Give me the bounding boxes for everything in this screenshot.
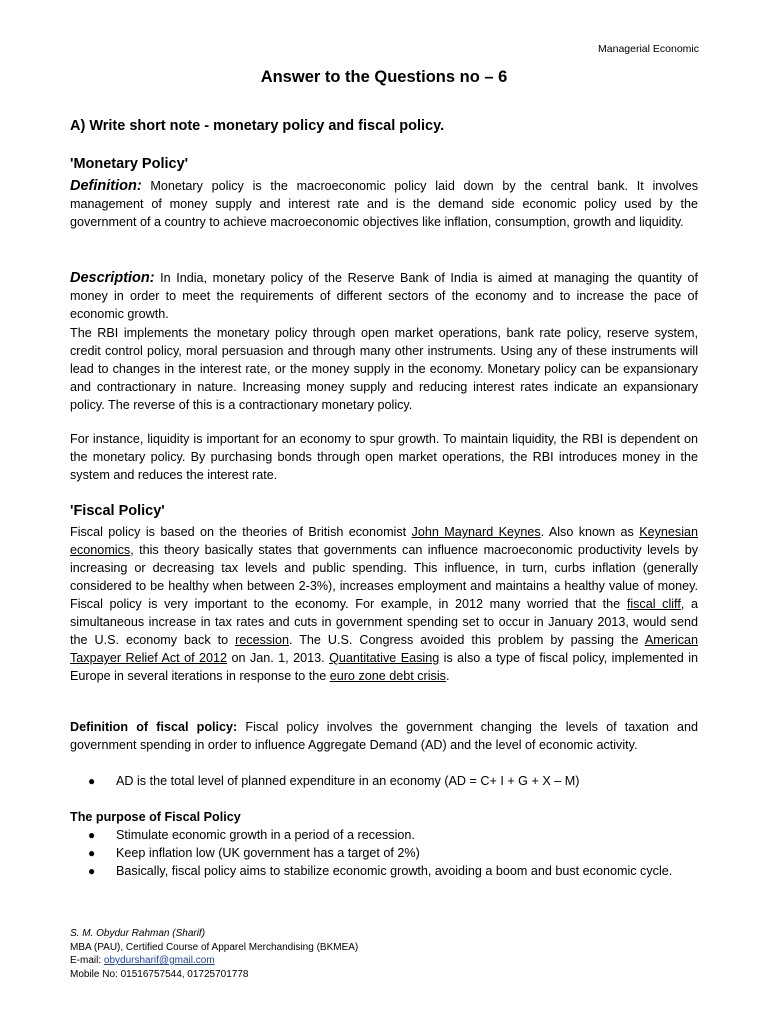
- monetary-heading: 'Monetary Policy': [70, 156, 189, 172]
- email-label: E-mail:: [70, 955, 104, 966]
- list-item: [70, 844, 698, 862]
- recession-link[interactable]: recession: [235, 633, 289, 647]
- fiscal-text: .: [445, 669, 450, 683]
- course-header: Managerial Economic: [598, 43, 699, 55]
- fiscal-text: is also a type of fiscal policy, implemented in Europe in several iterations in response to the: [70, 651, 698, 683]
- question-heading: A) Write short note - monetary policy and fiscal policy.: [70, 118, 445, 134]
- purpose-list: [70, 826, 698, 880]
- fiscal-text: , a simultaneous increase in tax rates and cuts in government spending set to occur in January 2013, would send the U.S. economy back to: [70, 597, 698, 647]
- bullet-icon: ●: [88, 774, 96, 788]
- list-item-text: Stimulate economic growth in a period of a recession.: [116, 828, 415, 842]
- list-item-text: Keep inflation low (UK government has a target of 2%): [116, 846, 420, 860]
- definition-text: Monetary policy is the macroeconomic policy laid down by the central bank. It involves management of money supply and interest rate and is the demand side economic policy used by the government of a country to achieve macroeconomic objectives like inflation, consumption, growth and liquidity.: [70, 179, 698, 229]
- monetary-definition: [70, 177, 698, 231]
- purpose-heading: The purpose of Fiscal Policy: [70, 810, 241, 824]
- author-degree: MBA (PAU), Certified Course of Apparel Merchandising (BKMEA): [70, 941, 359, 953]
- description-label: Description:: [70, 270, 155, 286]
- author-email-line: [70, 954, 358, 968]
- list-item: [70, 826, 698, 844]
- fiscal-definition: [70, 718, 698, 754]
- fiscal-text: , this theory basically states that governments can influence macroeconomic productivity levels by increasing or decreasing tax levels and public spending. This influence, in turn, curbs inflation (generally considered to be healthy when between 2-3%), increases employment and maintains a healthy value of money. Fiscal policy is very important to the economy. For example, in 2012 many worried that the: [70, 543, 698, 611]
- author-mobile: Mobile No: 01516757544, 01725701778: [70, 968, 249, 980]
- monetary-paragraph-2: The RBI implements the monetary policy through open market operations, bank rate policy, reserve system, credit control policy, moral persuasion and through many other instruments. Using any of these instruments will lead to changes in the interest rate, or the money supply in the economy. Monetary policy can be expansionary and contractionary in nature. Increasing money supply and reducing interest rates indicate an expansionary policy. The reverse of this is a contractionary monetary policy.: [70, 326, 698, 412]
- page-title: Answer to the Questions no – 6: [260, 68, 508, 86]
- definition-label: Definition:: [70, 178, 142, 194]
- fiscal-text: Fiscal policy is based on the theories of British economist: [70, 525, 412, 539]
- fiscal-text: . The U.S. Congress avoided this problem by passing the: [288, 633, 645, 647]
- keynes-link[interactable]: John Maynard Keynes: [411, 525, 541, 539]
- bullet-icon: ●: [88, 828, 96, 842]
- fiscal-cliff-link[interactable]: fiscal cliff: [626, 597, 681, 611]
- euro-zone-debt-crisis-link[interactable]: euro zone debt crisis: [329, 669, 446, 683]
- bullet-icon: ●: [88, 846, 96, 860]
- fiscal-paragraph: [70, 523, 698, 685]
- list-item: [70, 772, 698, 790]
- author-name: S. M. Obydur Rahman (Sharif): [70, 928, 206, 939]
- list-item-text: Basically, fiscal policy aims to stabilize economic growth, avoiding a boom and bust economic cycle.: [116, 864, 673, 878]
- fiscal-definition-label: Definition of fiscal policy:: [70, 720, 238, 734]
- bullet-icon: ●: [88, 864, 96, 878]
- fiscal-text: . Also known as: [540, 525, 640, 539]
- ad-bullet-list: [70, 772, 698, 790]
- monetary-paragraph-3: For instance, liquidity is important for an economy to spur growth. To maintain liquidity, the RBI is dependent on the monetary policy. By purchasing bonds through open market operations, the RBI introduces money in the system and reduces the interest rate.: [70, 432, 698, 482]
- list-item: [70, 862, 698, 880]
- list-item-text: AD is the total level of planned expenditure in an economy (AD = C+ I + G + X – M): [116, 774, 580, 788]
- fiscal-definition-text: Fiscal policy involves the government changing the levels of taxation and government spending in order to influence Aggregate Demand (AD) and the level of economic activity.: [70, 720, 699, 752]
- email-link[interactable]: obydursharif@gmail.com: [103, 955, 215, 966]
- keynesian-economics-link[interactable]: Keynesian economics: [70, 525, 698, 557]
- quantitative-easing-link[interactable]: Quantitative Easing: [329, 651, 440, 665]
- taxpayer-relief-act-link[interactable]: American Taxpayer Relief Act of 2012: [70, 633, 699, 665]
- monetary-description: [70, 269, 698, 323]
- author-footer: [70, 927, 358, 981]
- fiscal-heading: 'Fiscal Policy': [70, 503, 165, 519]
- description-text: In India, monetary policy of the Reserve Bank of India is aimed at managing the quantity of money in order to meet the requirements of different sectors of the economy and to increase the pace of economic growth.: [70, 271, 698, 321]
- fiscal-text: on Jan. 1, 2013.: [227, 651, 330, 665]
